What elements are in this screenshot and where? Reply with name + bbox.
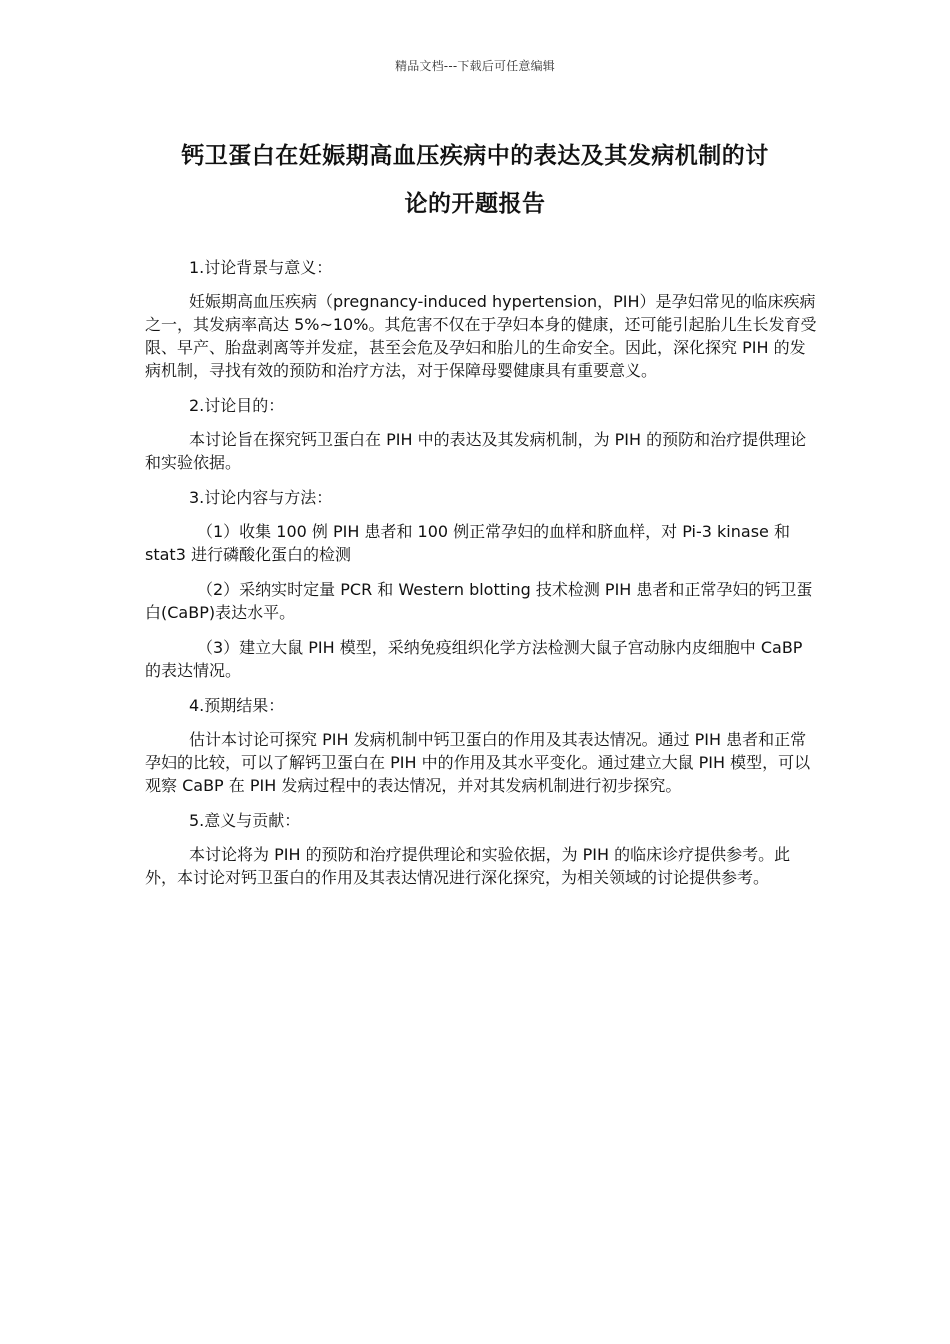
section-5-heading: 5.意义与贡献：	[189, 811, 301, 830]
section-1-paragraph: 妊娠期高血压疾病（pregnancy-induced hypertension，PIH）是孕妇常见的临床疾病之一，其发病率高达 5%~10%。其危害不仅在于孕妇本身的健康，还可能引起胎儿生长发育受限、早产、胎盘剥离等并发症，甚至会危及孕妇和胎儿的生命安全。因此，深化探究 PIH 的发病机制，寻找有效的预防和治疗方法，对于保障母婴健康具有重要意义。	[145, 292, 817, 380]
document-body	[145, 256, 817, 901]
document-title	[145, 132, 805, 228]
section-2-paragraph: 本讨论旨在探究钙卫蛋白在 PIH 中的表达及其发病机制，为 PIH 的预防和治疗提供理论和实验依据。	[145, 430, 807, 472]
section-3-item-3: （3）建立大鼠 PIH 模型，采纳免疫组织化学方法检测大鼠子宫动脉内皮细胞中 CaBP 的表达情况。	[145, 638, 803, 680]
section-5-paragraph: 本讨论将为 PIH 的预防和治疗提供理论和实验依据，为 PIH 的临床诊疗提供参考。此外，本讨论对钙卫蛋白的作用及其表达情况进行深化探究，为相关领域的讨论提供参考。	[145, 845, 791, 887]
section-2-heading: 2.讨论目的：	[189, 396, 285, 415]
title-line-1: 钙卫蛋白在妊娠期高血压疾病中的表达及其发病机制的讨	[181, 143, 769, 169]
section-4-heading: 4.预期结果：	[189, 696, 285, 715]
section-3-item-2: （2）采纳实时定量 PCR 和 Western blotting 技术检测 PIH 患者和正常孕妇的钙卫蛋白(CaBP)表达水平。	[145, 580, 813, 622]
section-3-item-1: （1）收集 100 例 PIH 患者和 100 例正常孕妇的血样和脐血样，对 Pi-3 kinase 和 stat3 进行磷酸化蛋白的检测	[145, 522, 790, 564]
section-4-paragraph: 估计本讨论可探究 PIH 发病机制中钙卫蛋白的作用及其表达情况。通过 PIH 患者和正常孕妇的比较，可以了解钙卫蛋白在 PIH 中的作用及其水平变化。通过建立大鼠 PIH 模型，可以观察 CaBP 在 PIH 发病过程中的表达情况，并对其发病机制进行初步探究。	[145, 730, 811, 795]
title-line-2: 论的开题报告	[404, 191, 546, 217]
section-3-heading: 3.讨论内容与方法：	[189, 488, 333, 507]
section-1-heading: 1.讨论背景与意义：	[189, 258, 333, 277]
page-header: 精品文档---下载后可任意编辑	[395, 59, 555, 73]
